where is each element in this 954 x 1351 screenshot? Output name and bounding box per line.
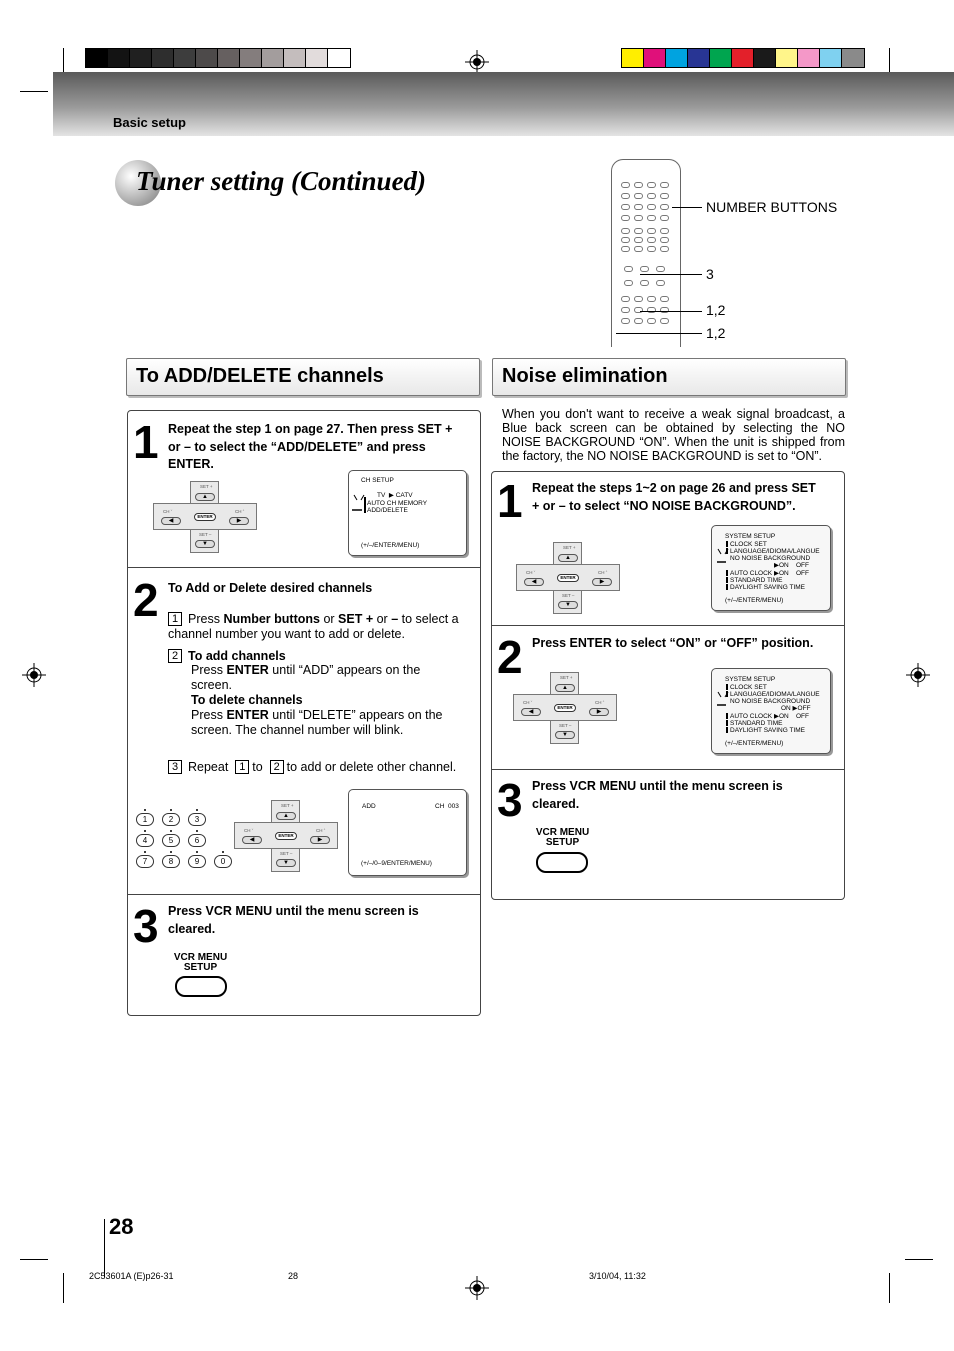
remote-key [660, 237, 669, 243]
color-swatch [710, 49, 732, 67]
gray-swatch [306, 49, 328, 67]
enter-button[interactable]: ENTER [557, 574, 579, 582]
remote-number-key [647, 193, 656, 199]
color-swatch [644, 49, 666, 67]
number-button-1[interactable]: 1 [136, 813, 154, 826]
dpad-down-label: SET – [280, 851, 293, 856]
number-button-6[interactable]: 6 [188, 834, 206, 847]
number-button-9[interactable]: 9 [188, 855, 206, 868]
dpad-up-label: SET + [560, 675, 573, 680]
screen-line: NO NOISE BACKGROUND [730, 555, 811, 562]
screen-channel: CH 003 [435, 803, 459, 810]
dpad-down-label: SET – [559, 723, 572, 728]
key-dot [144, 851, 146, 853]
gray-swatch [328, 49, 350, 67]
step-number: 2 [497, 631, 523, 683]
step-number: 2 [133, 574, 159, 626]
ch-up-button[interactable]: ▶ [310, 836, 330, 844]
gray-swatch [108, 49, 130, 67]
remote-key [656, 280, 665, 286]
callout-leader [616, 333, 702, 334]
step-instruction: Press VCR MENU until the menu screen is cleared. [168, 904, 419, 936]
remote-key [634, 296, 643, 302]
screen-footer: (+/–/ENTER/MENU) [725, 740, 784, 747]
set-minus-button[interactable]: ▼ [195, 540, 215, 548]
step-number: 3 [497, 774, 523, 826]
gray-swatch [196, 49, 218, 67]
vcr-menu-button[interactable] [175, 976, 227, 997]
grayscale-bar [85, 48, 351, 68]
tv-screen-add [348, 789, 467, 876]
ch-down-button[interactable]: ◀ [242, 836, 262, 844]
number-button-2[interactable]: 2 [162, 813, 180, 826]
remote-number-key [621, 182, 630, 188]
set-plus-button[interactable]: ▲ [195, 493, 215, 501]
number-button-7[interactable]: 7 [136, 855, 154, 868]
callout-1-2: 1,2 [706, 325, 726, 341]
remote-number-key [660, 215, 669, 221]
remote-number-key [647, 215, 656, 221]
gray-swatch [284, 49, 306, 67]
remote-key [647, 318, 656, 324]
remote-key [634, 228, 643, 234]
page-number-rule [104, 1219, 105, 1277]
ch-up-button[interactable]: ▶ [229, 517, 249, 525]
dpad-right-label: CH ˆ [316, 828, 326, 833]
crop-mark [889, 1273, 890, 1303]
remote-key [621, 307, 630, 313]
dpad-left-label: CH ˇ [244, 828, 254, 833]
dpad-down-label: SET – [562, 593, 575, 598]
section-label: Basic setup [113, 115, 186, 130]
remote-key [647, 307, 656, 313]
color-swatch [688, 49, 710, 67]
color-swatch [754, 49, 776, 67]
ch-down-button[interactable]: ◀ [521, 708, 541, 716]
remote-key [621, 237, 630, 243]
color-swatch [820, 49, 842, 67]
enter-button[interactable]: ENTER [275, 832, 297, 840]
remote-number-key [660, 204, 669, 210]
number-button-3[interactable]: 3 [188, 813, 206, 826]
callout-leader [640, 274, 702, 275]
screen-line: ▶ON OFF [774, 570, 809, 577]
callout-3: 3 [706, 266, 714, 282]
callout-1-2: 1,2 [706, 302, 726, 318]
key-dot [222, 851, 224, 853]
dpad-left-label: CH ˇ [523, 700, 533, 705]
screen-line: DAYLIGHT SAVING TIME [726, 727, 805, 734]
remote-key [656, 266, 665, 272]
key-dot [170, 830, 172, 832]
screen-line: STANDARD TIME [726, 720, 783, 727]
header-band [53, 72, 954, 136]
color-swatch [842, 49, 864, 67]
screen-line: LANGUAGE/IDIOMA/LANGUE [726, 691, 820, 698]
step-instruction: Repeat the step 1 on page 27. Then press SET + or – to select the “ADD/DELETE” and press ENTER. [168, 422, 453, 471]
step-instruction: Press VCR MENU until the menu screen is cleared. [532, 779, 783, 811]
remote-number-key [660, 193, 669, 199]
color-swatch [666, 49, 688, 67]
screen-title: SYSTEM SETUP [725, 676, 776, 683]
gray-swatch [86, 49, 108, 67]
enter-button[interactable]: ENTER [194, 513, 216, 521]
page-number: 28 [109, 1214, 134, 1239]
registration-mark-icon [906, 663, 930, 687]
dpad-up-label: SET + [563, 545, 576, 550]
screen-line: ON ▶OFF [781, 705, 811, 712]
set-minus-button[interactable]: ▼ [555, 731, 575, 739]
registration-mark-icon [22, 663, 46, 687]
gray-swatch [130, 49, 152, 67]
noise-heading [492, 358, 846, 396]
screen-line: AUTO CLOCK [726, 713, 772, 720]
screen-title: SYSTEM SETUP [725, 533, 776, 540]
vcr-menu-label: VCR MENU SETUP [173, 952, 228, 973]
remote-key [634, 318, 643, 324]
remote-number-key [621, 193, 630, 199]
number-button-4[interactable]: 4 [136, 834, 154, 847]
tv-screen-system-setup [711, 668, 831, 754]
set-plus-button[interactable]: ▲ [558, 554, 578, 562]
add-delete-heading [126, 358, 480, 396]
noise-heading-text: Noise elimination [502, 365, 668, 387]
page-title: Tuner setting (Continued) [136, 166, 427, 196]
screen-line: ▶ON OFF [774, 713, 809, 720]
remote-key [640, 266, 649, 272]
dpad-up-label: SET + [200, 484, 213, 489]
number-button-8[interactable]: 8 [162, 855, 180, 868]
vcr-menu-label: VCR MENU SETUP [535, 827, 590, 848]
remote-key [621, 228, 630, 234]
remote-key [621, 318, 630, 324]
remote-number-key [634, 193, 643, 199]
remote-key [647, 237, 656, 243]
screen-title: CH SETUP [361, 477, 394, 484]
remote-key [621, 246, 630, 252]
screen-footer: (+/–/ENTER/MENU) [361, 542, 420, 549]
remote-key [621, 296, 630, 302]
step-number: 1 [497, 475, 523, 527]
remote-key [660, 228, 669, 234]
dpad-right-label: CH ˆ [598, 570, 608, 575]
step-number: 1 [133, 416, 159, 468]
tv-screen-ch-setup [348, 470, 467, 556]
crop-mark [905, 1259, 933, 1260]
screen-line: NO NOISE BACKGROUND [730, 698, 811, 705]
remote-key [660, 318, 669, 324]
substep-1: 1 Press Number buttons or SET + or – to select a channel number you want to add or delete. [168, 612, 459, 641]
registration-mark-icon [465, 50, 489, 74]
noise-intro-text: When you don't want to receive a weak signal broadcast, a Blue back screen can be obtained by selecting the NO NOISE BACKGROUND “ON”. When the unit is shipped from the factory, the NO NOISE BACKGROUND is set to “ON”. [502, 407, 845, 463]
crop-mark [20, 1259, 48, 1260]
callout-number-buttons: NUMBER BUTTONS [706, 199, 838, 215]
color-swatch [732, 49, 754, 67]
substep-number: 3 [168, 760, 182, 774]
remote-number-key [634, 215, 643, 221]
color-swatch [776, 49, 798, 67]
screen-line: ADD/DELETE [367, 507, 408, 514]
screen-line: DAYLIGHT SAVING TIME [726, 584, 805, 591]
number-button-0[interactable]: 0 [214, 855, 232, 868]
step-instruction: Press ENTER to select “ON” or “OFF” position. [532, 636, 814, 650]
set-minus-button[interactable]: ▼ [276, 859, 296, 867]
dpad-down-label: SET – [199, 532, 212, 537]
set-plus-button[interactable]: ▲ [555, 684, 575, 692]
screen-line: TV ▶ CATV [377, 492, 413, 499]
screen-footer: (+/–/0–9/ENTER/MENU) [361, 860, 432, 867]
dpad-illustration [153, 481, 257, 553]
remote-key [660, 296, 669, 302]
footer-file-id: 2C53601A (E)p26-31 [89, 1271, 174, 1281]
delete-channels-text: Press ENTER until “DELETE” appears on the screen. The channel number will blink. [191, 708, 443, 737]
dpad-illustration [516, 542, 620, 614]
key-dot [196, 809, 198, 811]
screen-line: AUTO CLOCK [726, 570, 772, 577]
step-divider [492, 625, 844, 626]
set-minus-button[interactable]: ▼ [558, 601, 578, 609]
cursor-blink-icon [717, 548, 729, 568]
step-divider [128, 567, 480, 568]
callout-leader [640, 311, 702, 312]
gray-swatch [174, 49, 196, 67]
key-dot [144, 809, 146, 811]
remote-key [634, 237, 643, 243]
remote-number-key [634, 182, 643, 188]
screen-mode: ADD [362, 803, 376, 810]
remote-key [647, 228, 656, 234]
substep-number: 1 [168, 612, 182, 626]
ch-up-button[interactable]: ▶ [592, 578, 612, 586]
vcr-menu-button[interactable] [536, 852, 588, 873]
screen-line: AUTO CH MEMORY [367, 500, 428, 507]
dpad-left-label: CH ˇ [163, 509, 173, 514]
color-bar [621, 48, 865, 68]
step-instruction: Repeat the steps 1~2 on page 26 and press SET + or – to select “NO NOISE BACKGROUND”. [532, 481, 816, 513]
remote-key [640, 280, 649, 286]
screen-line: STANDARD TIME [726, 577, 783, 584]
remote-control-illustration [611, 159, 681, 347]
key-dot [144, 830, 146, 832]
remote-number-key [621, 215, 630, 221]
key-dot [196, 851, 198, 853]
screen-line: ▶ON OFF [774, 562, 809, 569]
dpad-right-label: CH ˆ [595, 700, 605, 705]
screen-line: LANGUAGE/IDIOMA/LANGUE [726, 548, 820, 555]
color-swatch [798, 49, 820, 67]
ch-up-button[interactable]: ▶ [589, 708, 609, 716]
ch-down-button[interactable]: ◀ [161, 517, 181, 525]
substep-2: 2 To add channels [168, 649, 468, 664]
step-divider [128, 894, 480, 895]
step-number: 3 [133, 900, 159, 952]
gray-swatch [262, 49, 284, 67]
dpad-left-label: CH ˇ [526, 570, 536, 575]
tv-screen-system-setup [711, 525, 831, 611]
step-divider [492, 769, 844, 770]
gray-swatch [240, 49, 262, 67]
ch-down-button[interactable]: ◀ [524, 578, 544, 586]
cursor-blink-icon [717, 691, 729, 711]
screen-line: CLOCK SET [726, 684, 767, 691]
callout-leader [672, 207, 702, 208]
substep-number: 2 [168, 649, 182, 663]
remote-key [660, 307, 669, 313]
delete-channels-heading: To delete channels [191, 693, 303, 707]
remote-key [634, 246, 643, 252]
remote-key [660, 246, 669, 252]
dpad-up-label: SET + [281, 803, 294, 808]
key-dot [170, 851, 172, 853]
remote-number-key [621, 204, 630, 210]
registration-mark-icon [465, 1276, 489, 1300]
remote-key [624, 266, 633, 272]
color-swatch [622, 49, 644, 67]
remote-key [634, 307, 643, 313]
gray-swatch [152, 49, 174, 67]
set-plus-button[interactable]: ▲ [276, 812, 296, 820]
gray-swatch [218, 49, 240, 67]
dpad-illustration [513, 672, 617, 744]
key-dot [170, 809, 172, 811]
key-dot [196, 830, 198, 832]
add-delete-heading-text: To ADD/DELETE channels [136, 365, 384, 387]
remote-number-key [647, 204, 656, 210]
crop-mark [20, 91, 48, 92]
enter-button[interactable]: ENTER [554, 704, 576, 712]
remote-key [647, 246, 656, 252]
substep-3: 3 Repeat 1 to 2 to add or delete other channel. [168, 760, 478, 775]
remote-number-key [660, 182, 669, 188]
cursor-blink-icon [352, 493, 366, 515]
remote-key [647, 296, 656, 302]
dpad-illustration [234, 800, 338, 872]
screen-line: CLOCK SET [726, 541, 767, 548]
footer-page: 28 [288, 1271, 299, 1281]
remote-number-key [647, 182, 656, 188]
crop-mark [63, 1273, 64, 1303]
number-button-5[interactable]: 5 [162, 834, 180, 847]
footer-timestamp: 3/10/04, 11:32 [589, 1271, 646, 1281]
dpad-right-label: CH ˆ [235, 509, 245, 514]
step-heading: To Add or Delete desired channels [168, 581, 373, 595]
remote-key [624, 280, 633, 286]
add-channels-text: Press ENTER until “ADD” appears on the screen. [191, 663, 421, 692]
screen-footer: (+/–/ENTER/MENU) [725, 597, 784, 604]
remote-number-key [634, 204, 643, 210]
